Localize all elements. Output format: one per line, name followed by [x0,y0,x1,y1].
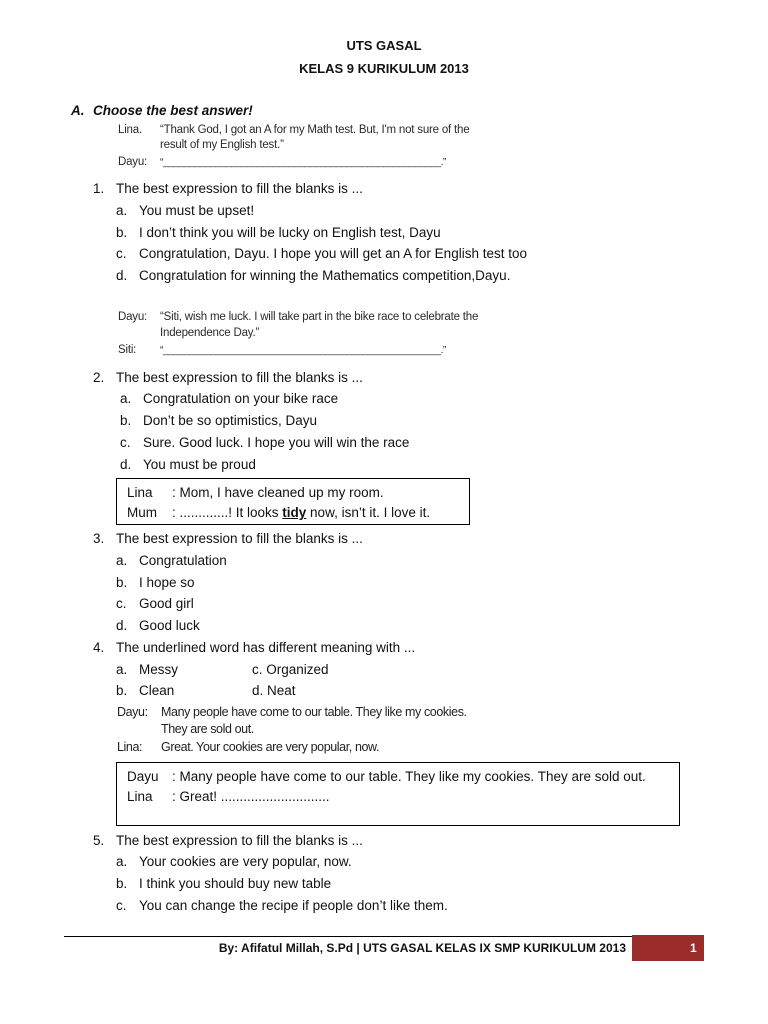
exam-subtitle: KELAS 9 KURIKULUM 2013 [299,61,469,76]
q3-option-letter: a. [116,553,128,568]
page-number: 1 [690,941,697,955]
exam-title: UTS GASAL [346,38,422,53]
dialog1-line2: “_____________________________________________________.” [160,156,446,168]
q4-option-a: Messy [139,662,179,677]
q2-option-letter: b. [120,413,132,428]
q1-option-b: I don’t think you will be lucky on English test, Dayu [139,225,441,240]
dialog2-line2: “_____________________________________________________.” [160,344,446,356]
q2-option-letter: a. [120,391,132,406]
footer-divider [64,936,632,937]
box2-speaker2: Lina [127,789,153,804]
box1-line1: : Mom, I have cleaned up my room. [172,485,384,500]
dialog2-speaker2: Siti: [118,344,137,356]
box1-speaker2: Mum [127,505,157,520]
q5-option-letter: c. [116,898,127,913]
q1-text: The best expression to fill the blanks is ... [116,181,363,196]
q3-option-letter: c. [116,596,127,611]
q5-option-c: You can change the recipe if people don’t like them. [139,898,448,913]
q4-option-letter: b. [116,683,128,698]
q3-option-a: Congratulation [139,553,227,568]
q2-text: The best expression to fill the blanks is ... [116,370,363,385]
dialog3-line2: Great. Your cookies are very popular, now. [161,740,380,754]
q5-option-letter: b. [116,876,128,891]
dialog3-line1b: They are sold out. [161,722,254,736]
footer-text: By: Afifatul Millah, S.Pd | UTS GASAL KELAS IX SMP KURIKULUM 2013 [218,941,626,955]
q5-number: 5. [93,833,105,848]
box1-line2 [172,505,430,520]
q2-option-letter: d. [120,457,132,472]
q3-option-b: I hope so [139,575,195,590]
dialog3-speaker1: Dayu: [117,705,148,719]
dialog1-speaker1: Lina. [118,124,142,136]
q3-text: The best expression to fill the blanks is ... [116,531,363,546]
q2-option-c: Sure. Good luck. I hope you will win the race [143,435,410,450]
box1-speaker1: Lina [127,485,153,500]
q2-option-b: Don’t be so optimistics, Dayu [143,413,318,428]
dialog3-line1a: Many people have come to our table. They like my cookies. [161,705,467,719]
box1-line2-end: now, isn’t it. I love it. [306,505,431,520]
q3-number: 3. [93,531,105,546]
q1-option-d: Congratulation for winning the Mathematics competition,Dayu. [139,268,511,283]
q1-option-c: Congratulation, Dayu. I hope you will get an A for English test too [139,246,527,261]
dialog1-line1b: result of my English test.” [160,139,284,151]
q1-number: 1. [93,181,105,196]
q5-text: The best expression to fill the blanks is ... [116,833,363,848]
q3-option-d: Good luck [139,618,200,633]
q2-option-a: Congratulation on your bike race [143,391,339,406]
q4-option-b: Clean [139,683,175,698]
box1-line2-start: : .............! It looks [172,505,283,520]
dialog1-speaker2: Dayu: [118,156,148,168]
q5-option-a: Your cookies are very popular, now. [139,854,352,869]
q5-option-letter: a. [116,854,128,869]
box2-speaker1: Dayu [127,769,159,784]
section-marker: A. [71,103,85,118]
q5-option-b: I think you should buy new table [139,876,332,891]
box2-line2: : Great! ............................. [172,789,330,804]
q1-option-a: You must be upset! [139,203,255,218]
q1-option-letter: d. [116,268,128,283]
q3-option-letter: b. [116,575,128,590]
q4-number: 4. [93,640,105,655]
dialog1-line1a: “Thank God, I got an A for my Math test. But, I'm not sure of the [160,124,470,136]
q2-option-letter: c. [120,435,131,450]
q1-option-letter: c. [116,246,127,261]
q4-option-c: c. Organized [252,662,329,677]
q4-text: The underlined word has different meaning with ... [116,640,416,655]
q4-option-letter: a. [116,662,128,677]
q3-option-letter: d. [116,618,128,633]
q1-option-letter: a. [116,203,128,218]
dialog3-speaker2: Lina: [117,740,143,754]
box2-line1: : Many people have come to our table. They like my cookies. They are sold out. [172,769,646,784]
q1-option-letter: b. [116,225,128,240]
q4-option-d: d. Neat [252,683,296,698]
q3-option-c: Good girl [139,596,194,611]
dialog2-line1a: “Siti, wish me luck. I will take part in the bike race to celebrate the [160,311,479,323]
q2-number: 2. [93,370,105,385]
dialog2-line1b: Independence Day.” [160,327,260,339]
dialog2-speaker1: Dayu: [118,311,148,323]
q2-option-d: You must be proud [143,457,256,472]
section-title: Choose the best answer! [93,103,253,118]
underlined-word: tidy [282,505,307,520]
